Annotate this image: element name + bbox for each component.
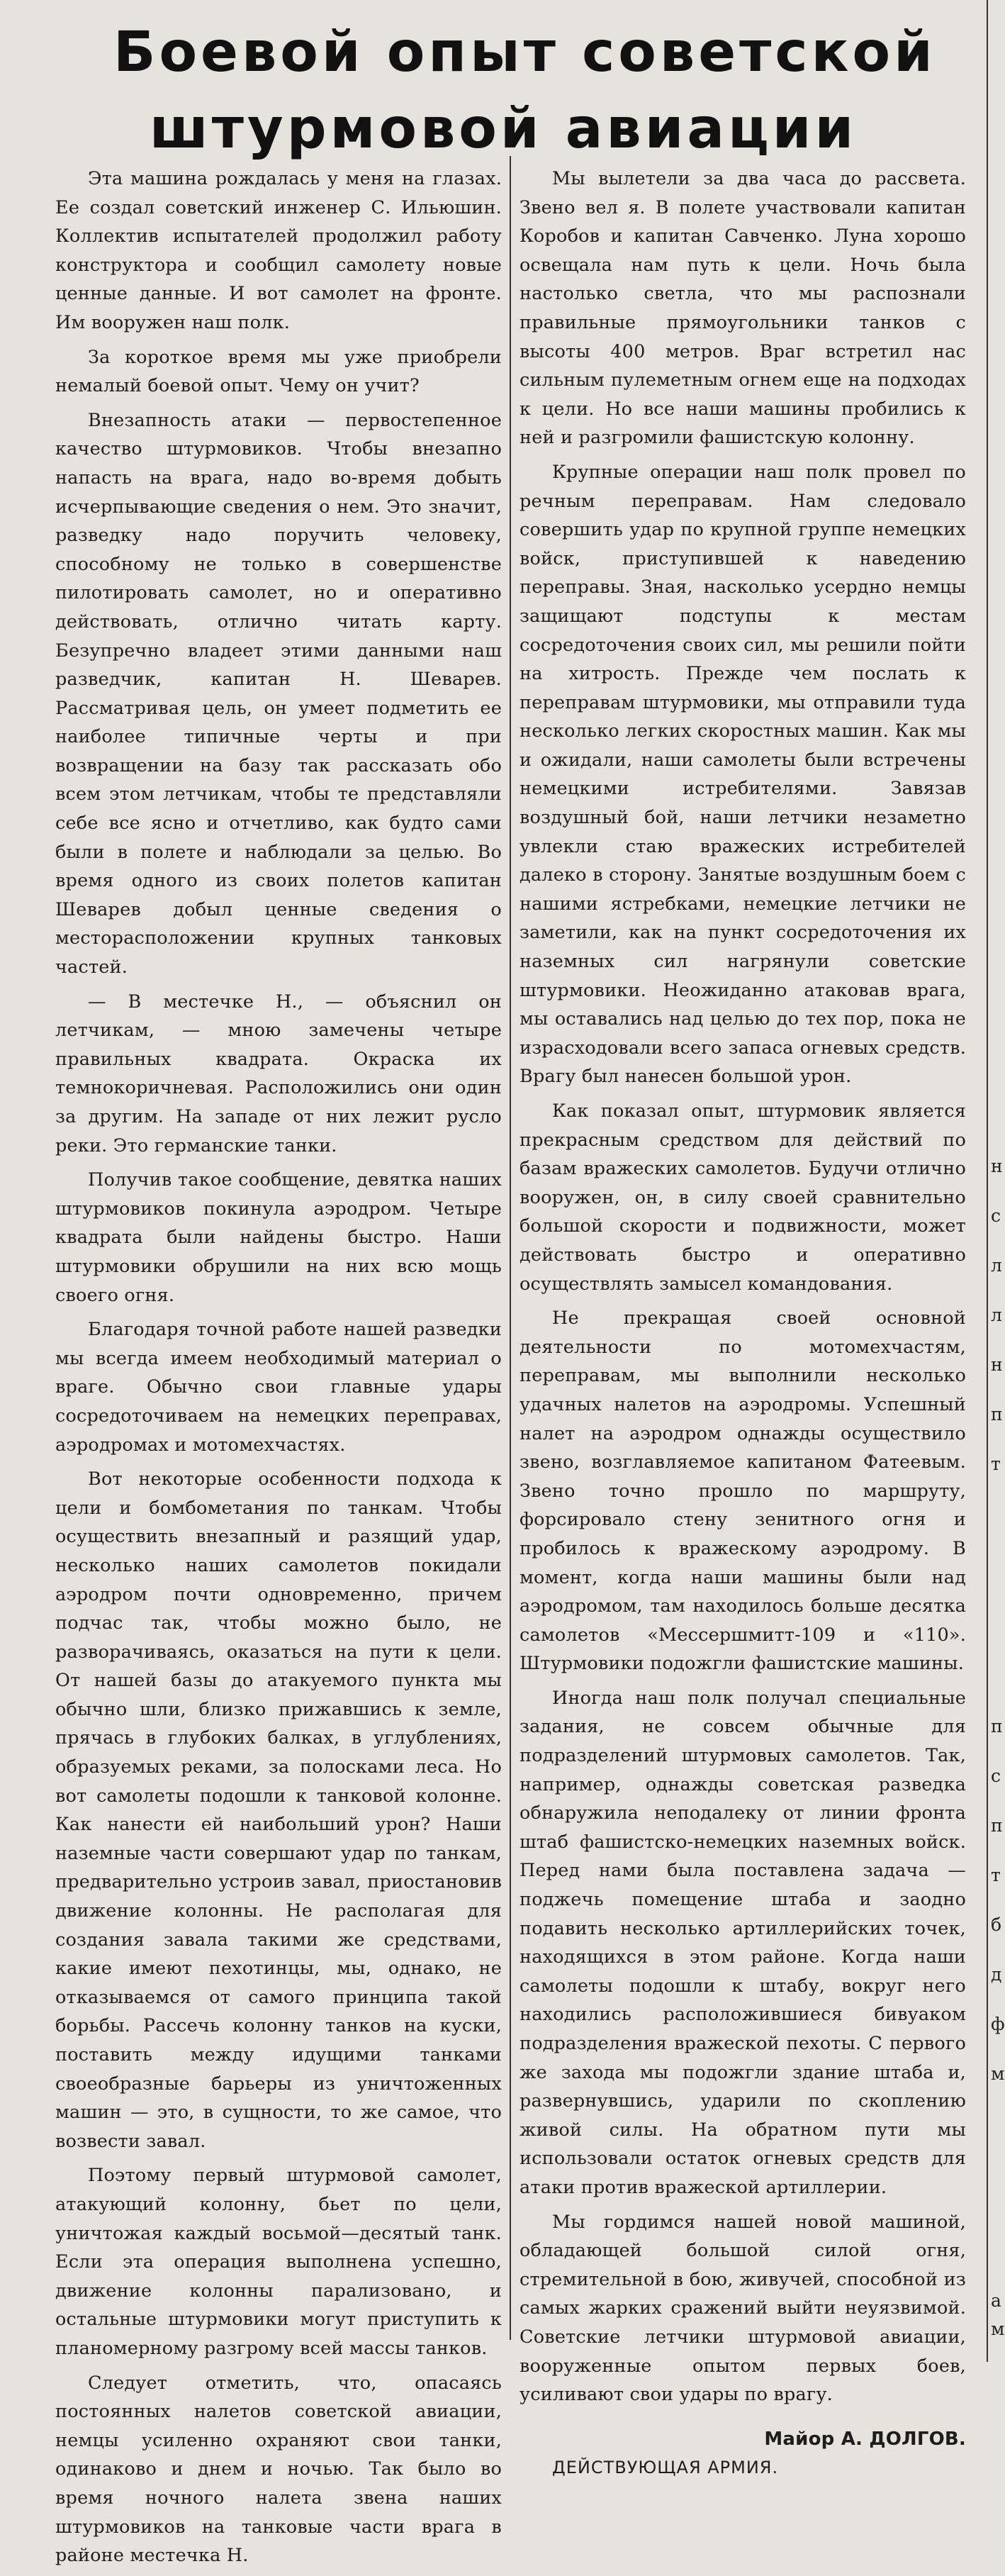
edge-fragment: д (991, 1964, 1002, 1985)
edge-fragment: с (991, 1205, 1001, 1226)
edge-fragment: н (991, 1354, 1003, 1375)
paragraph: Иногда наш полк получал специальные задания, не совсем обычные для подразделений штурмовых самолетов. Так, например, однажды советская разведка обнаружила неподалеку от линии фронта штаб фашистско-немецких наземных войск. Перед нами была поставлена задача — поджечь помещение штаба и заодно подавить несколько артиллерийских точек, находящихся в этом районе. Когда наши самолеты подошли к штабу, вокруг него находились расположившиеся бивуаком подразделения вражеской пехоты. С первого же захода мы подожгли здание штаба и, развернувшись, ударили по скоплению живой силы. На обратном пути мы использовали остаток огневых средств для атаки против вражеской артиллерии. (520, 1687, 966, 2198)
paragraph: Как показал опыт, штурмовик является прекрасным средством для действий по базам вражеских самолетов. Будучи отлично вооружен, он, в силу своей сравнительно большой скорости и подвижности, может действовать быстро и оперативно осуществлять замысел командования. (520, 1100, 966, 1295)
paragraph: Благодаря точной работе нашей разведки мы всегда имеем необходимый материал о враге. Обычно свои главные удары сосредоточиваем на немецких переправах, аэродромах и мотомехчастях. (55, 1319, 502, 1456)
edge-fragment: п (991, 1716, 1003, 1736)
article-headline (113, 14, 936, 167)
edge-fragment: п (991, 1404, 1003, 1424)
paragraph: Вот некоторые особенности подхода к цели и бомбометания по танкам. Чтобы осуществить внезапный и разящий удар, несколько наших самолетов покидали аэродром почти одновременно, причем подчас так, чтобы можно было, не разворачиваясь, оказаться на пути к цели. От нашей базы до атакуемого пункта мы обычно шли, близко прижавшись к земле, прячась в глубоких балках, в углублениях, образуемых реками, за полосками леса. Но вот самолеты подошли к танковой колонне. Как нанести ей наибольший урон? Наши наземные части совершают удар по танкам, предварительно устроив завал, приостановив движение колонны. Не располагая для создания завала такими же средствами, какие имеют пехотинцы, мы, однако, не отказываемся от самого принципа такой борьбы. Рассечь колонну танков на куски, поставить между идущими танками своеобразные барьеры из уничтоженных машин — это, в сущности, то же самое, что возвести завал. (55, 1468, 502, 2152)
edge-fragment: ф (991, 2014, 1005, 2034)
right-column (520, 165, 966, 2488)
edge-fragment: м (991, 2319, 1005, 2339)
paragraph: Следует отметить, что, опасаясь постоянных налетов советской авиации, немцы усиленно охраняют свои танки, одинаково и днем и ночью. Так было во время ночного налета звена наших штурмовиков на танковые части врага в районе местечка Н. (55, 2372, 502, 2567)
edge-fragment: л (991, 1255, 1002, 1276)
edge-fragment: т (991, 1865, 1001, 1885)
author-signature: Майор А. ДОЛГОВ. (764, 2428, 966, 2450)
paragraph: Получив такое сообщение, девятка наших штурмовиков покинула аэродром. Четыре квадрата были найдены быстро. Наши штурмовики обрушили на них всю мощь своего огня. (55, 1169, 502, 1306)
edge-fragment: м (991, 2063, 1005, 2084)
paragraph: Поэтому первый штурмовой самолет, атакующий колонну, бьет по цели, уничтожая каждый восьмой—десятый танк. Если эта операция выполнена успешно, движение колонны парализовано, и остальные штурмовики могут приступить к планомерному разгрому всей массы танков. (55, 2165, 502, 2359)
paragraph: Крупные операции наш полк провел по речным переправам. Нам следовало совершить удар по крупной группе немецких войск, приступившей к наведению переправы. Зная, насколько усердно немцы защищают подступы к местам сосредоточения своих сил, мы решили пойти на хитрость. Прежде чем послать к переправам штурмовики, мы отправили туда несколько легких скоростных машин. Как мы и ожидали, наши самолеты были встречены немецкими истребителями. Завязав воздушный бой, наши летчики незаметно увлекли стаю вражеских истребителей далеко в сторону. Занятые воздушным боем с нашими ястребками, немецкие летчики не заметили, как на пункт сосредоточения их наземных сил нагрянули советские штурмовики. Неожиданно атаковав врага, мы оставались над целью до тех пор, пока не израсходовали всего запаса огневых средств. Врагу был нанесен большой урон. (520, 461, 966, 1088)
edge-fragment: т (991, 1454, 1001, 1474)
edge-fragment: н (991, 1156, 1003, 1176)
headline-line-2: штурмовой авиации (149, 97, 858, 161)
headline-line-1: Боевой опыт советской (113, 21, 936, 84)
paragraph: Внезапность атаки — первостепенное качество штурмовиков. Чтобы внезапно напасть на врага, надо во-время добыть исчерпывающие сведения о нем. Это значит, разведку надо поручить человеку, способному не только в совершенстве пилотировать самолет, но и оперативно действовать, отлично читать карту. Безупречно владеет этими данными наш разведчик, капитан Н. Шеварев. Рассматривая цель, он умеет подметить ее наиболее типичные черты и при возвращении на базу так рассказать обо всем этом летчикам, чтобы те представляли себе все ясно и отчетливо, как будто сами были в полете и наблюдали за целью. Во время одного из своих полетов капитан Шеварев добыл ценные сведения о месторасположении крупных танковых частей. (55, 409, 502, 978)
edge-fragment: л (991, 1305, 1002, 1325)
paragraph: Мы вылетели за два часа до рассвета. Звено вел я. В полете участвовали капитан Коробов и капитан Савченко. Луна хорошо освещала нам путь к цели. Ночь была настолько светла, что мы распознали правильные прямоугольники танков с высоты 400 метров. Враг встретил нас сильным пулеметным огнем еще на подходах к цели. Но все наши машины пробились к ней и разгромили фашистскую колонну. (520, 168, 966, 449)
column-divider (510, 156, 511, 2340)
edge-fragment: а (991, 2290, 1001, 2311)
edge-fragment: п (991, 1815, 1003, 1836)
paragraph: — В местечке Н., — объяснил он летчикам, — мною замечены четыре правильных квадрата. Окраска их темнокоричневая. Расположились они один за другим. На западе от них лежит русло реки. Это германские танки. (55, 991, 502, 1156)
paragraph: Не прекращая своей основной деятельности по мотомехчастям, переправам, мы выполнили несколько удачных налетов на аэродромы. Успешный налет на аэродром однажды осуществило звено, возглавляемое капитаном Фатеевым. Звено точно прошло по маршруту, форсировало стену зенитного огня и пробилось к вражескому аэродрому. В момент, когда наши машины были над аэродромом, там находилось больше десятка самолетов «Мессершмитт-109 и «110». Штурмовики подожгли фашистские машины. (520, 1307, 966, 1675)
paragraph: Эта машина рождалась у меня на глазах. Ее создал советский инженер С. Ильюшин. Коллектив испытателей продолжил работу конструктора и сообщил самолету новые ценные данные. И вот самолет на фронте. Им вооружен наш полк. (55, 168, 502, 333)
edge-fragment: с (991, 1766, 1001, 1786)
dateline: ДЕЙСТВУЮЩАЯ АРМИЯ. (552, 2458, 779, 2478)
paragraph: Мы гордимся нашей новой машиной, обладающей большой силой огня, стремительной в бою, живучей, способной из самых жарких сражений выйти неуязвимой. Советские летчики штурмовой авиации, вооруженные опытом первых боев, усиливают свои удары по врагу. (520, 2211, 966, 2406)
paragraph: За короткое время мы уже приобрели немалый боевой опыт. Чему он учит? (55, 346, 502, 397)
left-column (55, 165, 502, 2576)
right-page-divider (987, 0, 988, 2362)
edge-fragment: б (991, 1914, 1002, 1935)
